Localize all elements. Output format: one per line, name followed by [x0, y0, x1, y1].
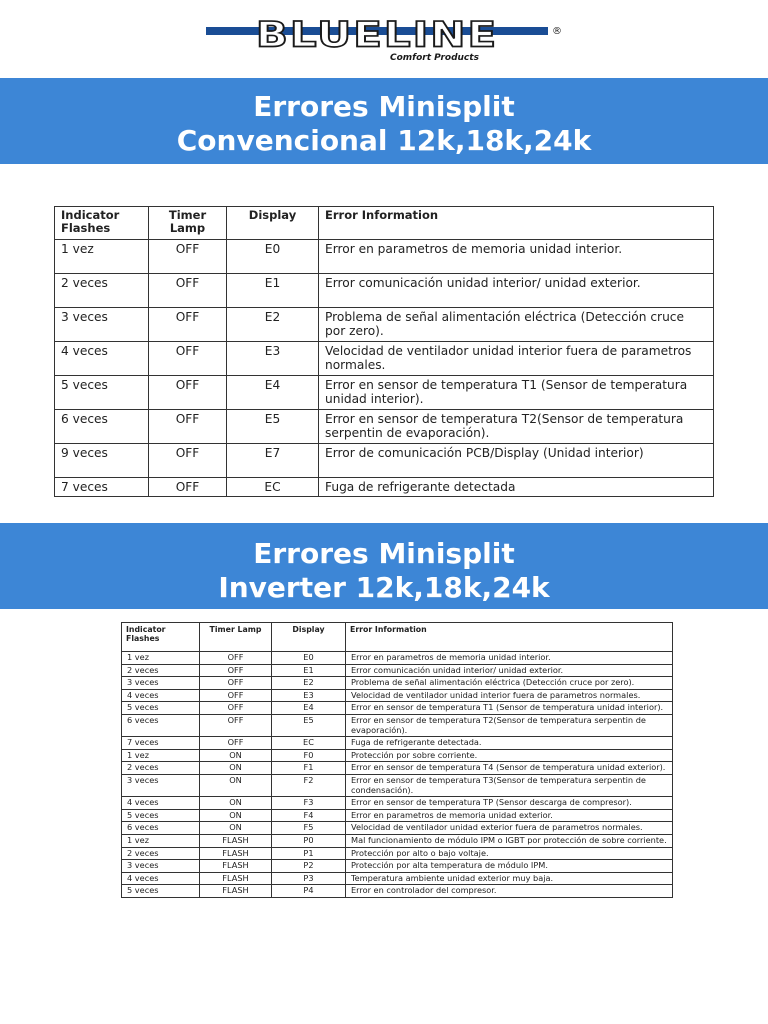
table-row [55, 444, 714, 478]
cell-timer-lamp: OFF [200, 702, 272, 715]
cell-display: E7 [227, 444, 319, 478]
cell-error-information: Velocidad de ventilador unidad exterior fuera de parametros normales. [346, 822, 673, 835]
cell-display: F1 [272, 762, 346, 775]
table-row [122, 847, 673, 860]
cell-display: E4 [272, 702, 346, 715]
cell-timer-lamp: OFF [149, 274, 227, 308]
cell-timer-lamp: FLASH [200, 872, 272, 885]
table-row [55, 274, 714, 308]
cell-error-information: Mal funcionamiento de módulo IPM o IGBT por protección de sobre corriente. [346, 834, 673, 847]
cell-error-information: Error en sensor de temperatura TP (Sensor descarga de compresor). [346, 797, 673, 810]
cell-indicator-flashes: 2 veces [55, 274, 149, 308]
table-row [55, 240, 714, 274]
cell-timer-lamp: OFF [200, 737, 272, 750]
cell-indicator-flashes: 3 veces [55, 308, 149, 342]
cell-display: EC [272, 737, 346, 750]
cell-display: E2 [272, 677, 346, 690]
cell-display: P1 [272, 847, 346, 860]
table-row [55, 342, 714, 376]
table-row [55, 376, 714, 410]
section-title-line2: Convencional 12k,18k,24k [176, 124, 592, 157]
cell-indicator-flashes: 1 vez [122, 652, 200, 665]
cell-error-information: Fuga de refrigerante detectada [319, 478, 714, 497]
table-row [122, 860, 673, 873]
cell-display: E1 [227, 274, 319, 308]
table-row [55, 410, 714, 444]
cell-indicator-flashes: 5 veces [55, 376, 149, 410]
table-row [122, 809, 673, 822]
cell-indicator-flashes: 6 veces [55, 410, 149, 444]
table-row [55, 478, 714, 497]
cell-indicator-flashes: 5 veces [122, 885, 200, 898]
section-title-line2: Inverter 12k,18k,24k [218, 571, 550, 604]
cell-timer-lamp: ON [200, 749, 272, 762]
cell-error-information: Error en sensor de temperatura T1 (Sensor de temperatura unidad interior). [319, 376, 714, 410]
cell-display: E3 [227, 342, 319, 376]
table-row [122, 834, 673, 847]
error-table-inverter [121, 622, 673, 898]
table-row [122, 749, 673, 762]
cell-timer-lamp: OFF [200, 652, 272, 665]
cell-timer-lamp: OFF [200, 714, 272, 736]
cell-indicator-flashes: 3 veces [122, 774, 200, 796]
cell-timer-lamp: OFF [149, 342, 227, 376]
cell-timer-lamp: OFF [149, 308, 227, 342]
cell-indicator-flashes: 9 veces [55, 444, 149, 478]
cell-display: P4 [272, 885, 346, 898]
logo-registered-mark: ® [552, 26, 562, 37]
section-title-inverter [0, 523, 768, 609]
cell-indicator-flashes: 4 veces [55, 342, 149, 376]
cell-error-information: Error en sensor de temperatura T2(Sensor de temperatura serpentin de evaporación). [346, 714, 673, 736]
cell-error-information: Error en parametros de memoria unidad interior. [319, 240, 714, 274]
cell-error-information: Error en controlador del compresor. [346, 885, 673, 898]
cell-indicator-flashes: 4 veces [122, 689, 200, 702]
table-row [122, 885, 673, 898]
table-row [122, 774, 673, 796]
cell-timer-lamp: OFF [149, 240, 227, 274]
cell-timer-lamp: FLASH [200, 847, 272, 860]
cell-indicator-flashes: 2 veces [122, 664, 200, 677]
cell-display: F0 [272, 749, 346, 762]
cell-timer-lamp: OFF [149, 444, 227, 478]
cell-timer-lamp: OFF [200, 677, 272, 690]
table-row [122, 822, 673, 835]
cell-display: E3 [272, 689, 346, 702]
cell-indicator-flashes: 1 vez [122, 834, 200, 847]
cell-timer-lamp: ON [200, 822, 272, 835]
cell-error-information: Temperatura ambiente unidad exterior muy baja. [346, 872, 673, 885]
cell-timer-lamp: OFF [200, 664, 272, 677]
cell-display: F4 [272, 809, 346, 822]
cell-display: F5 [272, 822, 346, 835]
cell-display: EC [227, 478, 319, 497]
cell-error-information: Error en sensor de temperatura T1 (Sensor de temperatura unidad interior). [346, 702, 673, 715]
cell-indicator-flashes: 2 veces [122, 847, 200, 860]
table-row [122, 872, 673, 885]
cell-timer-lamp: OFF [149, 410, 227, 444]
cell-error-information: Problema de señal alimentación eléctrica (Detección cruce por zero). [346, 677, 673, 690]
cell-display: E4 [227, 376, 319, 410]
cell-timer-lamp: OFF [149, 376, 227, 410]
cell-display: E5 [227, 410, 319, 444]
header-display: Display [227, 207, 319, 240]
table-header-row [55, 207, 714, 240]
cell-indicator-flashes: 1 vez [55, 240, 149, 274]
header-timer-lamp: Timer Lamp [200, 623, 272, 652]
table-row [122, 677, 673, 690]
cell-error-information: Velocidad de ventilador unidad interior fuera de parametros normales. [346, 689, 673, 702]
table-row [55, 308, 714, 342]
cell-timer-lamp: ON [200, 809, 272, 822]
cell-display: E1 [272, 664, 346, 677]
table-row [122, 689, 673, 702]
table-row [122, 702, 673, 715]
cell-indicator-flashes: 6 veces [122, 822, 200, 835]
cell-timer-lamp: ON [200, 797, 272, 810]
cell-indicator-flashes: 5 veces [122, 702, 200, 715]
cell-display: P0 [272, 834, 346, 847]
cell-timer-lamp: ON [200, 762, 272, 775]
cell-error-information: Error en sensor de temperatura T4 (Sensor de temperatura unidad exterior). [346, 762, 673, 775]
header-error-information: Error Information [346, 623, 673, 652]
cell-error-information: Protección por alta temperatura de módulo IPM. [346, 860, 673, 873]
cell-timer-lamp: FLASH [200, 885, 272, 898]
table-header-row [122, 623, 673, 652]
cell-error-information: Error en sensor de temperatura T3(Sensor de temperatura serpentin de condensación). [346, 774, 673, 796]
cell-display: P2 [272, 860, 346, 873]
cell-error-information: Error comunicación unidad interior/ unidad exterior. [346, 664, 673, 677]
cell-indicator-flashes: 6 veces [122, 714, 200, 736]
header-timer-lamp: Timer Lamp [149, 207, 227, 240]
cell-error-information: Fuga de refrigerante detectada. [346, 737, 673, 750]
cell-error-information: Error en sensor de temperatura T2(Sensor de temperatura serpentin de evaporación). [319, 410, 714, 444]
cell-display: E2 [227, 308, 319, 342]
cell-indicator-flashes: 7 veces [55, 478, 149, 497]
cell-indicator-flashes: 3 veces [122, 860, 200, 873]
table-row [122, 762, 673, 775]
cell-timer-lamp: ON [200, 774, 272, 796]
logo-subtitle: Comfort Products [390, 53, 479, 63]
cell-error-information: Problema de señal alimentación eléctrica (Detección cruce por zero). [319, 308, 714, 342]
cell-display: P3 [272, 872, 346, 885]
cell-error-information: Error comunicación unidad interior/ unidad exterior. [319, 274, 714, 308]
table-row [122, 664, 673, 677]
cell-timer-lamp: FLASH [200, 834, 272, 847]
cell-display: F3 [272, 797, 346, 810]
cell-indicator-flashes: 2 veces [122, 762, 200, 775]
cell-error-information: Protección por sobre corriente. [346, 749, 673, 762]
cell-error-information: Error de comunicación PCB/Display (Unidad interior) [319, 444, 714, 478]
table-row [122, 737, 673, 750]
cell-indicator-flashes: 3 veces [122, 677, 200, 690]
cell-display: E0 [272, 652, 346, 665]
cell-error-information: Error en parametros de memoria unidad exterior. [346, 809, 673, 822]
table-row [122, 652, 673, 665]
cell-indicator-flashes: 7 veces [122, 737, 200, 750]
header-indicator-flashes: Indicator Flashes [55, 207, 149, 240]
cell-error-information: Velocidad de ventilador unidad interior fuera de parametros normales. [319, 342, 714, 376]
cell-timer-lamp: OFF [149, 478, 227, 497]
table-row [122, 797, 673, 810]
error-table-convencional [54, 206, 714, 497]
cell-indicator-flashes: 1 vez [122, 749, 200, 762]
cell-error-information: Error en parametros de memoria unidad interior. [346, 652, 673, 665]
header-display: Display [272, 623, 346, 652]
logo-wordmark: BLUELINE [255, 14, 499, 55]
table-row [122, 714, 673, 736]
cell-error-information: Protección por alto o bajo voltaje. [346, 847, 673, 860]
cell-indicator-flashes: 4 veces [122, 797, 200, 810]
cell-timer-lamp: FLASH [200, 860, 272, 873]
section-title-convencional [0, 78, 768, 164]
brand-logo [0, 0, 768, 70]
section-title-line1: Errores Minisplit [253, 90, 515, 123]
header-error-information: Error Information [319, 207, 714, 240]
header-indicator-flashes: Indicator Flashes [122, 623, 200, 652]
section-title-line1: Errores Minisplit [253, 537, 515, 570]
cell-indicator-flashes: 5 veces [122, 809, 200, 822]
cell-indicator-flashes: 4 veces [122, 872, 200, 885]
cell-timer-lamp: OFF [200, 689, 272, 702]
cell-display: E5 [272, 714, 346, 736]
cell-display: E0 [227, 240, 319, 274]
cell-display: F2 [272, 774, 346, 796]
